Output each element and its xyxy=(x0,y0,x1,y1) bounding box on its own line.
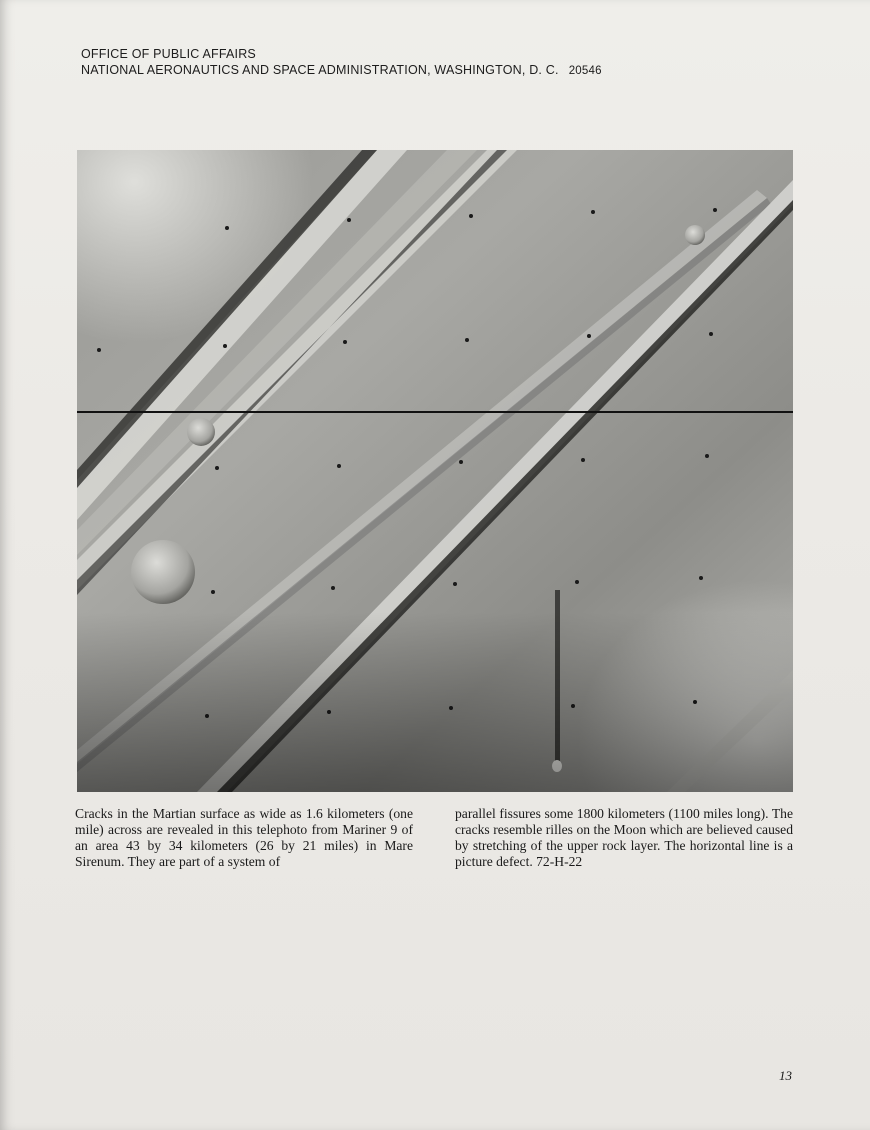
caption-left-column: Cracks in the Martian surface as wide as 1.6 kilometers (one mile) across are revealed in this telephoto from Mariner 9 of an area 43 by 34 kilometers (26 by 21 miles) in Mare Sirenum. They are part of a system of xyxy=(75,806,413,869)
mars-surface-photo xyxy=(77,150,793,792)
header xyxy=(81,46,602,79)
header-zip: 20546 xyxy=(568,65,602,77)
page-number: 13 xyxy=(779,1068,792,1083)
header-agency-line xyxy=(81,62,602,79)
header-agency: NATIONAL AERONAUTICS AND SPACE ADMINISTRATION, WASHINGTON, D. C. xyxy=(81,63,559,77)
caption-right-column: parallel fissures some 1800 kilometers (1100 miles long). The cracks resemble rilles on the Moon which are believed caused by stretching of the upper rock layer. The horizontal line is a picture defect. 72-H-22 xyxy=(455,806,793,869)
header-office: OFFICE OF PUBLIC AFFAIRS xyxy=(81,47,256,61)
photo-illustration xyxy=(77,150,793,792)
